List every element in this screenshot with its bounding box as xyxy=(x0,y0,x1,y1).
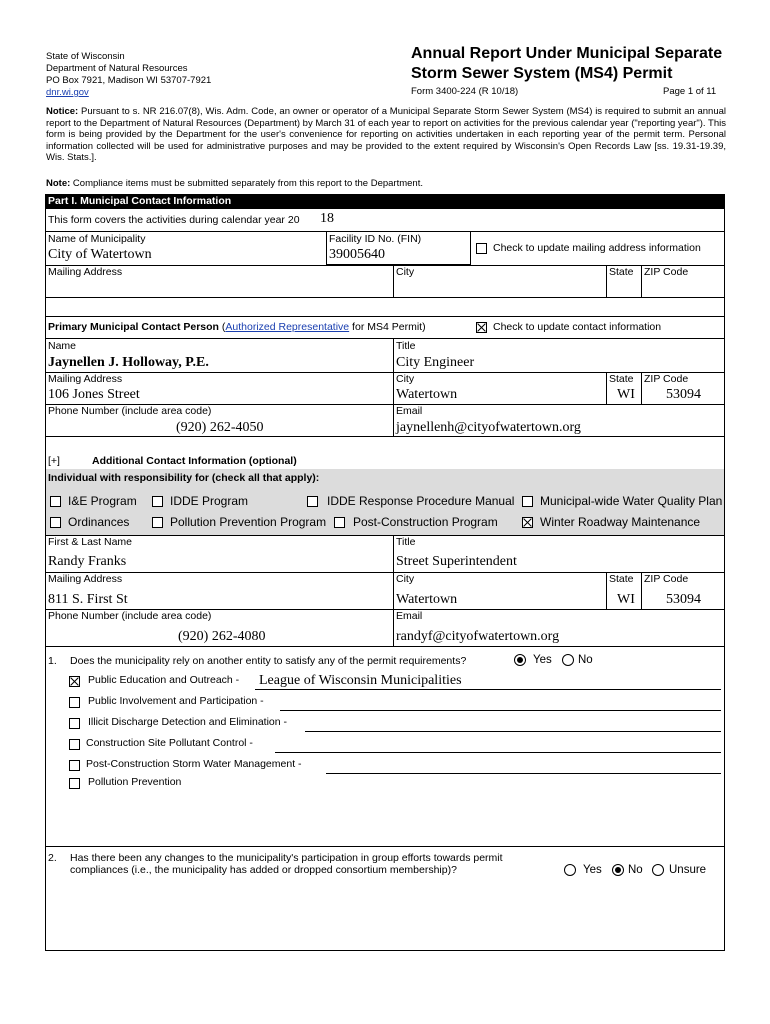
construction-site-label: Construction Site Pollutant Control - xyxy=(86,737,253,749)
agency-department: Department of Natural Resources xyxy=(46,63,188,74)
notice-paragraph xyxy=(46,106,726,164)
idde-response-manual-checkbox[interactable] xyxy=(307,496,318,507)
question2-unsure-label: Unsure xyxy=(669,864,707,876)
additional-phone-field[interactable]: (920) 262-4080 xyxy=(178,629,266,644)
public-education-checkbox[interactable] xyxy=(69,676,80,687)
agency-website-link[interactable]: dnr.wi.gov xyxy=(46,87,89,98)
primary-city-label: City xyxy=(396,373,415,385)
primary-zip-field[interactable]: 53094 xyxy=(666,387,701,402)
question1-no-radio[interactable] xyxy=(562,654,574,666)
idde-program-checkbox[interactable] xyxy=(152,496,163,507)
page-number: Page 1 of 11 xyxy=(663,86,717,97)
additional-email-field[interactable]: randyf@cityofwatertown.org xyxy=(396,629,560,644)
primary-email-field[interactable]: jaynellenh@cityofwatertown.org xyxy=(396,420,581,435)
municipal-zip-label: ZIP Code xyxy=(644,266,689,278)
fin-label: Facility ID No. (FIN) xyxy=(329,233,422,245)
primary-name-label: Name xyxy=(48,340,77,352)
primary-contact-heading: Primary Municipal Contact Person (Authorized Representative for MS4 Permit) xyxy=(48,321,426,333)
municipal-state-label: State xyxy=(609,266,634,278)
post-construction-mgmt-label: Post-Construction Storm Water Management - xyxy=(86,758,302,770)
question2-text-line2: compliances (i.e., the municipality has added or dropped consortium membership)? xyxy=(70,864,457,876)
public-involvement-label: Public Involvement and Participation - xyxy=(88,695,264,707)
pollution-prevention-checkbox[interactable] xyxy=(152,517,163,528)
pollution-prevention-label: Pollution Prevention Program xyxy=(170,515,327,529)
agency-name: State of Wisconsin xyxy=(46,51,125,62)
fin-field[interactable]: 39005640 xyxy=(329,247,385,262)
additional-phone-label: Phone Number (include area code) xyxy=(48,610,212,622)
question2-yes-radio[interactable] xyxy=(564,864,576,876)
primary-title-label: Title xyxy=(396,340,416,352)
update-contact-checkbox[interactable] xyxy=(476,322,487,333)
additional-title-label: Title xyxy=(396,536,416,548)
ie-program-checkbox[interactable] xyxy=(50,496,61,507)
municipal-city-label: City xyxy=(396,266,415,278)
note-text: Compliance items must be submitted separately from this report to the Department. xyxy=(72,178,423,189)
update-contact-label: Check to update contact information xyxy=(493,321,662,333)
additional-email-label: Email xyxy=(396,610,423,622)
question2-yes-label: Yes xyxy=(583,864,602,876)
ordinances-label: Ordinances xyxy=(68,515,130,529)
municipal-mailing-label: Mailing Address xyxy=(48,266,123,278)
primary-mailing-label: Mailing Address xyxy=(48,373,123,385)
primary-zip-label: ZIP Code xyxy=(644,373,689,385)
ordinances-checkbox[interactable] xyxy=(50,517,61,528)
question1-text: Does the municipality rely on another entity to satisfy any of the permit requirements? xyxy=(70,655,467,667)
question2-no-label: No xyxy=(628,864,643,876)
part1-heading: Part I. Municipal Contact Information xyxy=(48,195,232,207)
additional-city-field[interactable]: Watertown xyxy=(396,592,458,607)
primary-phone-field[interactable]: (920) 262-4050 xyxy=(176,420,264,435)
additional-contact-heading: Additional Contact Information (optional) xyxy=(92,455,297,467)
question1-number: 1. xyxy=(48,655,57,667)
question1-no-label: No xyxy=(578,654,593,666)
additional-mailing-label: Mailing Address xyxy=(48,573,123,585)
additional-name-field[interactable]: Randy Franks xyxy=(48,554,127,569)
idde-entity-line xyxy=(305,731,721,732)
ie-program-label: I&E Program xyxy=(68,494,137,508)
additional-contact-toggle[interactable]: [+] xyxy=(48,455,60,467)
additional-mailing-field[interactable]: 811 S. First St xyxy=(48,592,128,607)
idde-checkbox[interactable] xyxy=(69,718,80,729)
additional-state-field[interactable]: WI xyxy=(617,592,635,607)
municipality-field[interactable]: City of Watertown xyxy=(48,247,152,262)
idde-response-manual-label: IDDE Response Procedure Manual xyxy=(327,494,515,508)
public-involvement-checkbox[interactable] xyxy=(69,697,80,708)
idde-program-label: IDDE Program xyxy=(170,494,249,508)
year-label: This form covers the activities during calendar year 20 xyxy=(48,214,300,226)
note-paragraph xyxy=(46,178,423,190)
primary-state-label: State xyxy=(609,373,634,385)
primary-state-field[interactable]: WI xyxy=(617,387,635,402)
update-mailing-label: Check to update mailing address information xyxy=(493,242,701,254)
water-quality-plan-checkbox[interactable] xyxy=(522,496,533,507)
primary-name-field[interactable]: Jaynellen J. Holloway, P.E. xyxy=(48,355,209,370)
part1-heading-bar xyxy=(45,194,725,209)
primary-phone-label: Phone Number (include area code) xyxy=(48,405,212,417)
additional-zip-label: ZIP Code xyxy=(644,573,689,585)
construction-site-checkbox[interactable] xyxy=(69,739,80,750)
form-title-line1: Annual Report Under Municipal Separate xyxy=(411,45,723,62)
question2-no-radio[interactable] xyxy=(612,864,624,876)
notice-label: Notice: xyxy=(46,106,79,117)
primary-title-field[interactable]: City Engineer xyxy=(396,355,475,370)
pollution-prevention-q1-checkbox[interactable] xyxy=(69,778,80,789)
agency-address: PO Box 7921, Madison WI 53707-7921 xyxy=(46,75,212,86)
year-field[interactable]: 18 xyxy=(320,211,334,226)
additional-name-label: First & Last Name xyxy=(48,536,133,548)
pollution-prevention-q1-label: Pollution Prevention xyxy=(88,776,182,788)
construction-site-entity-line xyxy=(275,752,721,753)
responsibility-heading: Individual with responsibility for (check all that apply): xyxy=(48,472,320,484)
winter-maintenance-checkbox[interactable] xyxy=(522,517,533,528)
form-title-line2: Storm Sewer System (MS4) Permit xyxy=(411,65,673,82)
primary-contact-heading-label: Primary Municipal Contact Person xyxy=(48,321,219,333)
additional-zip-field[interactable]: 53094 xyxy=(666,592,701,607)
public-education-label: Public Education and Outreach - xyxy=(88,674,240,686)
idde-label: Illicit Discharge Detection and Elimination - xyxy=(88,716,288,728)
public-involvement-entity-line xyxy=(280,710,721,711)
public-education-entity-field[interactable]: League of Wisconsin Municipalities xyxy=(259,673,462,688)
winter-maintenance-label: Winter Roadway Maintenance xyxy=(540,515,701,529)
primary-city-field[interactable]: Watertown xyxy=(396,387,458,402)
question2-unsure-radio[interactable] xyxy=(652,864,664,876)
question2-text-line1: Has there been any changes to the municipality's participation in group efforts towards permit xyxy=(70,852,503,864)
post-construction-mgmt-checkbox[interactable] xyxy=(69,760,80,771)
authorized-representative-link[interactable]: Authorized Representative xyxy=(225,321,350,333)
note-label: Note: xyxy=(46,178,71,189)
question2-number: 2. xyxy=(48,852,57,864)
question1-yes-radio[interactable] xyxy=(514,654,526,666)
question1-yes-label: Yes xyxy=(533,654,552,666)
additional-title-field[interactable]: Street Superintendent xyxy=(396,554,517,569)
form-number: Form 3400-224 (R 10/18) xyxy=(411,86,519,97)
post-construction-label: Post-Construction Program xyxy=(353,515,498,529)
water-quality-plan-label: Municipal-wide Water Quality Plan xyxy=(540,494,723,508)
primary-email-label: Email xyxy=(396,405,423,417)
update-mailing-checkbox[interactable] xyxy=(476,243,487,254)
additional-state-label: State xyxy=(609,573,634,585)
post-construction-mgmt-entity-line xyxy=(326,773,721,774)
notice-text: Pursuant to s. NR 216.07(8), Wis. Adm. Code, an owner or operator of a Municipal Separate Storm Sewer System (MS4) is required to submit an annual report to the Department of Natural Resources (Department) by March 31 of each year to report on activities for the previous calendar year ("reporting year"). This form is being provided by the Department for the user's convenience for reporting on activities undertaken in each reporting year of the permit term. Personal information collected will be used for administrative purposes and may be provided to the extent required by Wisconsin's Open Records Law [ss. 19.31-19.39, Wis. Stats.]. xyxy=(46,106,726,163)
primary-mailing-field[interactable]: 106 Jones Street xyxy=(48,387,140,402)
post-construction-checkbox[interactable] xyxy=(334,517,345,528)
municipality-label: Name of Municipality xyxy=(48,233,146,245)
additional-city-label: City xyxy=(396,573,415,585)
